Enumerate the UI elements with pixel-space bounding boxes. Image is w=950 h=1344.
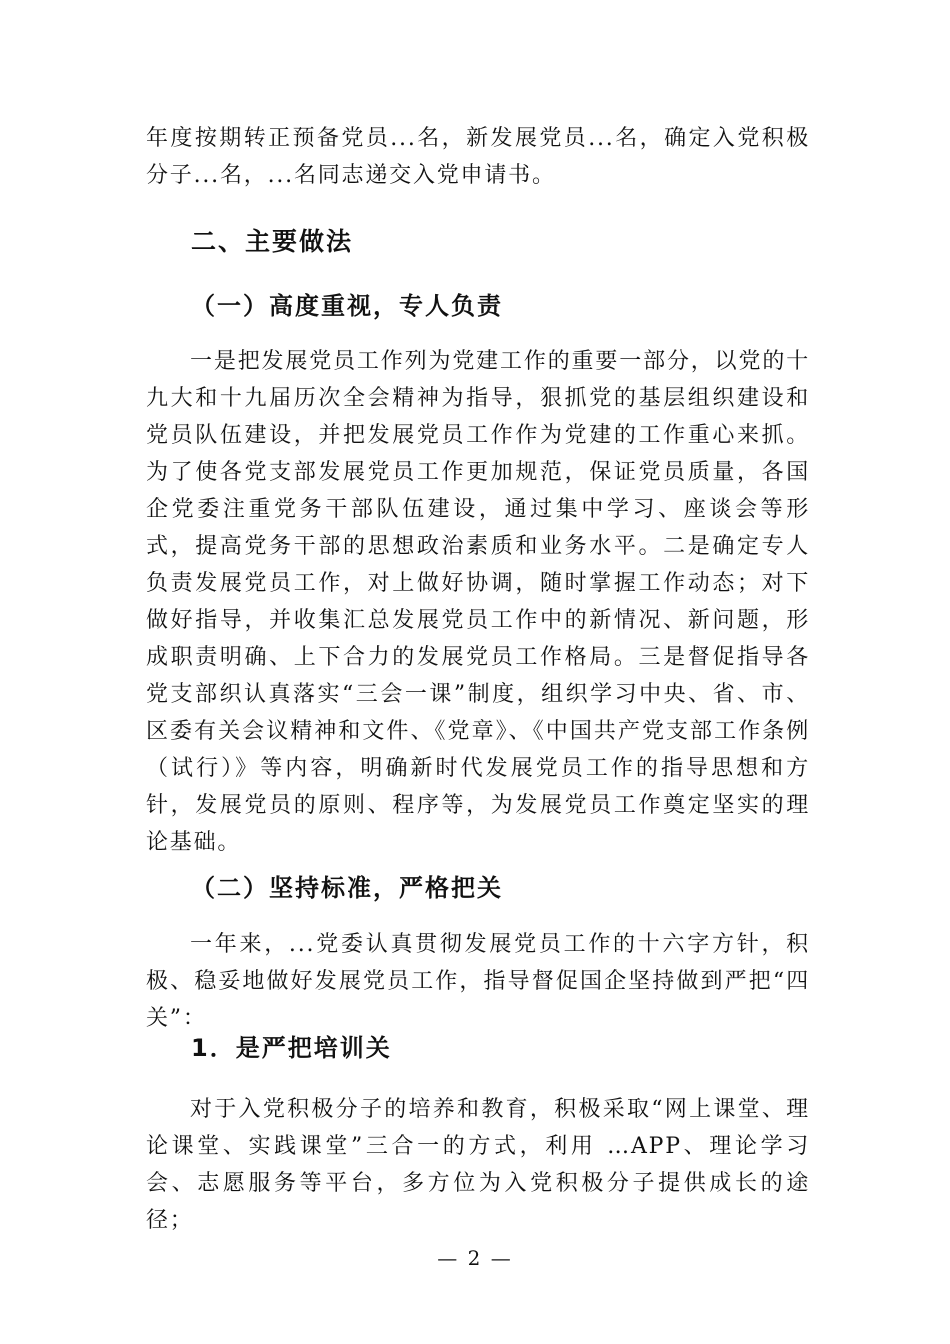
subsection2-paragraph: 一年来，...党委认真贯彻发展党员工作的十六字方针，积极、稳妥地做好发展党员工作，指导督促国企坚持做到严把“四关”： bbox=[146, 932, 810, 1031]
item1-paragraph: 对于入党积极分子的培养和教育，积极采取“网上课堂、理论课堂、实践课堂”三合一的方式，利用 …APP、理论学习会、志愿服务等平台，多方位为入党积极分子提供成长的途径； bbox=[146, 1097, 810, 1233]
item1-body bbox=[146, 1091, 810, 1239]
subsection1-body bbox=[146, 343, 810, 861]
subsection2-body bbox=[146, 926, 810, 1037]
section-heading: 二、主要做法 bbox=[191, 227, 354, 256]
intro-paragraph-block bbox=[146, 120, 810, 194]
item1-heading: 1．是严把培训关 bbox=[191, 1034, 392, 1062]
page-number: — 2 — bbox=[437, 1246, 513, 1270]
subsection2-heading: （二）坚持标准，严格把关 bbox=[191, 874, 503, 902]
subsection1-paragraph: 一是把发展党员工作列为党建工作的重要一部分，以党的十九大和十九届历次全会精神为指导，狠抓党的基层组织建设和党员队伍建设，并把发展党员工作作为党建的工作重心来抓。为了使各党支部发展党员工作更加规范，保证党员质量，各国企党委注重党务干部队伍建设，通过集中学习、座谈会等形式，提高党务干部的思想政治素质和业务水平。二是确定专人负责发展党员工作，对上做好协调，随时掌握工作动态；对下做好指导，并收集汇总发展党员工作中的新情况、新问题，形成职责明确、上下合力的发展党员工作格局。三是督促指导各党支部织认真落实“三会一课”制度，组织学习中央、省、市、区委有关会议精神和文件、《党章》、《中国共产党支部工作条例（试行）》等内容，明确新时代发展党员工作的指导思想和方针，发展党员的原则、程序等，为发展党员工作奠定坚实的理论基础。 bbox=[146, 349, 810, 855]
intro-paragraph: 年度按期转正预备党员...名，新发展党员...名，确定入党积极分子...名，...名同志递交入党申请书。 bbox=[146, 126, 810, 188]
subsection1-heading: （一）高度重视，专人负责 bbox=[191, 292, 503, 320]
